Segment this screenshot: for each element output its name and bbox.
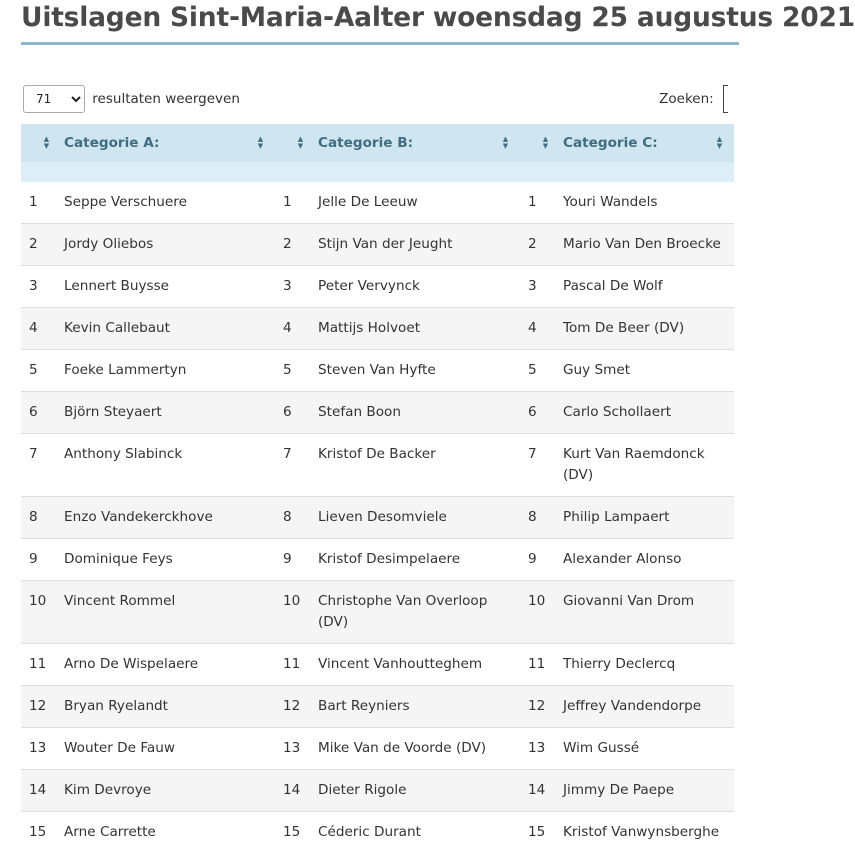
name-cell: Jimmy De Paepe — [556, 770, 734, 812]
rank-cell: 5 — [275, 350, 311, 392]
rank-cell: 6 — [275, 392, 311, 434]
table-row — [21, 539, 734, 581]
rank-cell: 8 — [520, 497, 556, 539]
name-cell: Kevin Callebaut — [57, 308, 275, 350]
rank-cell: 3 — [275, 266, 311, 308]
name-cell: Giovanni Van Drom — [556, 581, 734, 644]
rank-cell: 11 — [275, 644, 311, 686]
rank-cell: 13 — [520, 728, 556, 770]
name-cell: Seppe Verschuere — [57, 182, 275, 224]
rank-cell: 5 — [520, 350, 556, 392]
name-cell: Lieven Desomviele — [311, 497, 520, 539]
sort-up-icon: ▲ — [42, 136, 51, 143]
sort-both-icon[interactable] — [715, 136, 724, 150]
rank-cell: 15 — [21, 812, 57, 853]
table-header-row — [21, 124, 734, 162]
table-row — [21, 686, 734, 728]
table-row — [21, 644, 734, 686]
sort-down-icon: ▼ — [256, 143, 265, 150]
table-row — [21, 224, 734, 266]
sort-both-icon[interactable] — [501, 136, 510, 150]
rank-cell: 1 — [520, 182, 556, 224]
rank-cell: 13 — [21, 728, 57, 770]
rank-cell: 2 — [520, 224, 556, 266]
rank-cell: 3 — [520, 266, 556, 308]
rank-cell: 5 — [21, 350, 57, 392]
rank-cell: 4 — [275, 308, 311, 350]
name-cell: Jelle De Leeuw — [311, 182, 520, 224]
name-cell: Philip Lampaert — [556, 497, 734, 539]
sort-up-icon: ▲ — [541, 136, 550, 143]
rank-cell: 9 — [21, 539, 57, 581]
name-cell: Tom De Beer (DV) — [556, 308, 734, 350]
rank-cell: 4 — [520, 308, 556, 350]
table-row — [21, 266, 734, 308]
name-cell: Dominique Feys — [57, 539, 275, 581]
rank-cell: 11 — [520, 644, 556, 686]
name-cell: Christophe Van Overloop (DV) — [311, 581, 520, 644]
search-control — [659, 85, 728, 113]
name-cell: Arno De Wispelaere — [57, 644, 275, 686]
sort-down-icon: ▼ — [296, 143, 305, 150]
results-per-page-label: resultaten weergeven — [92, 91, 240, 107]
sort-both-icon[interactable] — [42, 136, 51, 150]
name-cell: Kristof De Backer — [311, 434, 520, 497]
name-cell: Steven Van Hyfte — [311, 350, 520, 392]
sort-both-icon[interactable] — [541, 136, 550, 150]
sort-both-icon[interactable] — [296, 136, 305, 150]
rank-cell: 12 — [21, 686, 57, 728]
column-header-label: Categorie A: — [57, 135, 159, 151]
search-label: Zoeken: — [659, 91, 714, 107]
table-row — [21, 770, 734, 812]
name-cell: Peter Vervynck — [311, 266, 520, 308]
name-cell: Alexander Alonso — [556, 539, 734, 581]
name-cell: Dieter Rigole — [311, 770, 520, 812]
name-cell: Jordy Oliebos — [57, 224, 275, 266]
rank-cell: 2 — [275, 224, 311, 266]
rank-cell: 6 — [520, 392, 556, 434]
rank-cell: 9 — [520, 539, 556, 581]
rank-cell: 8 — [275, 497, 311, 539]
title-divider — [21, 42, 739, 45]
rank-cell: 9 — [275, 539, 311, 581]
name-cell: Mattijs Holvoet — [311, 308, 520, 350]
name-cell: Stefan Boon — [311, 392, 520, 434]
name-cell: Kristof Desimpelaere — [311, 539, 520, 581]
rank-cell: 10 — [275, 581, 311, 644]
column-header-label: Categorie B: — [311, 135, 413, 151]
rank-cell: 7 — [21, 434, 57, 497]
name-cell: Vincent Rommel — [57, 581, 275, 644]
sort-up-icon: ▲ — [715, 136, 724, 143]
name-cell: Wouter De Fauw — [57, 728, 275, 770]
name-cell: Kristof Vanwynsberghe — [556, 812, 734, 853]
name-cell: Lennert Buysse — [57, 266, 275, 308]
table-row — [21, 581, 734, 644]
name-cell: Céderic Durant — [311, 812, 520, 853]
table-row — [21, 497, 734, 539]
sort-down-icon: ▼ — [501, 143, 510, 150]
search-input[interactable] — [723, 85, 728, 113]
sort-up-icon: ▲ — [296, 136, 305, 143]
column-header-rank[interactable] — [520, 124, 556, 162]
name-cell: Wim Gussé — [556, 728, 734, 770]
rank-cell: 1 — [275, 182, 311, 224]
name-cell: Vincent Vanhoutteghem — [311, 644, 520, 686]
rank-cell: 7 — [520, 434, 556, 497]
name-cell: Thierry Declercq — [556, 644, 734, 686]
rank-cell: 10 — [21, 581, 57, 644]
results-per-page-select[interactable] — [23, 85, 85, 113]
name-cell: Youri Wandels — [556, 182, 734, 224]
name-cell: Bart Reyniers — [311, 686, 520, 728]
table-row — [21, 182, 734, 224]
name-cell: Carlo Schollaert — [556, 392, 734, 434]
name-cell: Foeke Lammertyn — [57, 350, 275, 392]
rank-cell: 6 — [21, 392, 57, 434]
rank-cell: 10 — [520, 581, 556, 644]
rank-cell: 3 — [21, 266, 57, 308]
column-header-rank[interactable] — [21, 124, 57, 162]
name-cell: Stijn Van der Jeught — [311, 224, 520, 266]
name-cell: Björn Steyaert — [57, 392, 275, 434]
sort-up-icon: ▲ — [256, 136, 265, 143]
column-header-category[interactable] — [556, 124, 734, 162]
header-spacer-cell — [21, 162, 734, 182]
name-cell: Anthony Slabinck — [57, 434, 275, 497]
results-table-body — [21, 182, 734, 853]
rank-cell: 11 — [21, 644, 57, 686]
page-title: Uitslagen Sint-Maria-Aalter woensdag 25 augustus 2021 — [21, 2, 855, 33]
results-table — [21, 124, 734, 853]
table-row — [21, 308, 734, 350]
name-cell: Kim Devroye — [57, 770, 275, 812]
column-header-category[interactable] — [311, 124, 520, 162]
name-cell: Jeffrey Vandendorpe — [556, 686, 734, 728]
rank-cell: 15 — [275, 812, 311, 853]
table-row — [21, 434, 734, 497]
sort-up-icon: ▲ — [501, 136, 510, 143]
name-cell: Mario Van Den Broecke — [556, 224, 734, 266]
name-cell: Kurt Van Raemdonck (DV) — [556, 434, 734, 497]
rank-cell: 1 — [21, 182, 57, 224]
rank-cell: 4 — [21, 308, 57, 350]
table-row — [21, 728, 734, 770]
length-control — [23, 85, 240, 113]
column-header-label: Categorie C: — [556, 135, 658, 151]
rank-cell: 8 — [21, 497, 57, 539]
name-cell: Bryan Ryelandt — [57, 686, 275, 728]
name-cell: Pascal De Wolf — [556, 266, 734, 308]
rank-cell: 14 — [520, 770, 556, 812]
rank-cell: 12 — [520, 686, 556, 728]
table-header-spacer — [21, 162, 734, 182]
rank-cell: 2 — [21, 224, 57, 266]
rank-cell: 12 — [275, 686, 311, 728]
name-cell: Enzo Vandekerckhove — [57, 497, 275, 539]
column-header-rank[interactable] — [275, 124, 311, 162]
sort-down-icon: ▼ — [541, 143, 550, 150]
table-row — [21, 812, 734, 853]
name-cell: Guy Smet — [556, 350, 734, 392]
sort-both-icon[interactable] — [256, 136, 265, 150]
rank-cell: 15 — [520, 812, 556, 853]
table-row — [21, 392, 734, 434]
rank-cell: 14 — [21, 770, 57, 812]
rank-cell: 13 — [275, 728, 311, 770]
rank-cell: 7 — [275, 434, 311, 497]
sort-down-icon: ▼ — [715, 143, 724, 150]
column-header-category[interactable] — [57, 124, 275, 162]
name-cell: Mike Van de Voorde (DV) — [311, 728, 520, 770]
name-cell: Arne Carrette — [57, 812, 275, 853]
table-row — [21, 350, 734, 392]
rank-cell: 14 — [275, 770, 311, 812]
sort-down-icon: ▼ — [42, 143, 51, 150]
